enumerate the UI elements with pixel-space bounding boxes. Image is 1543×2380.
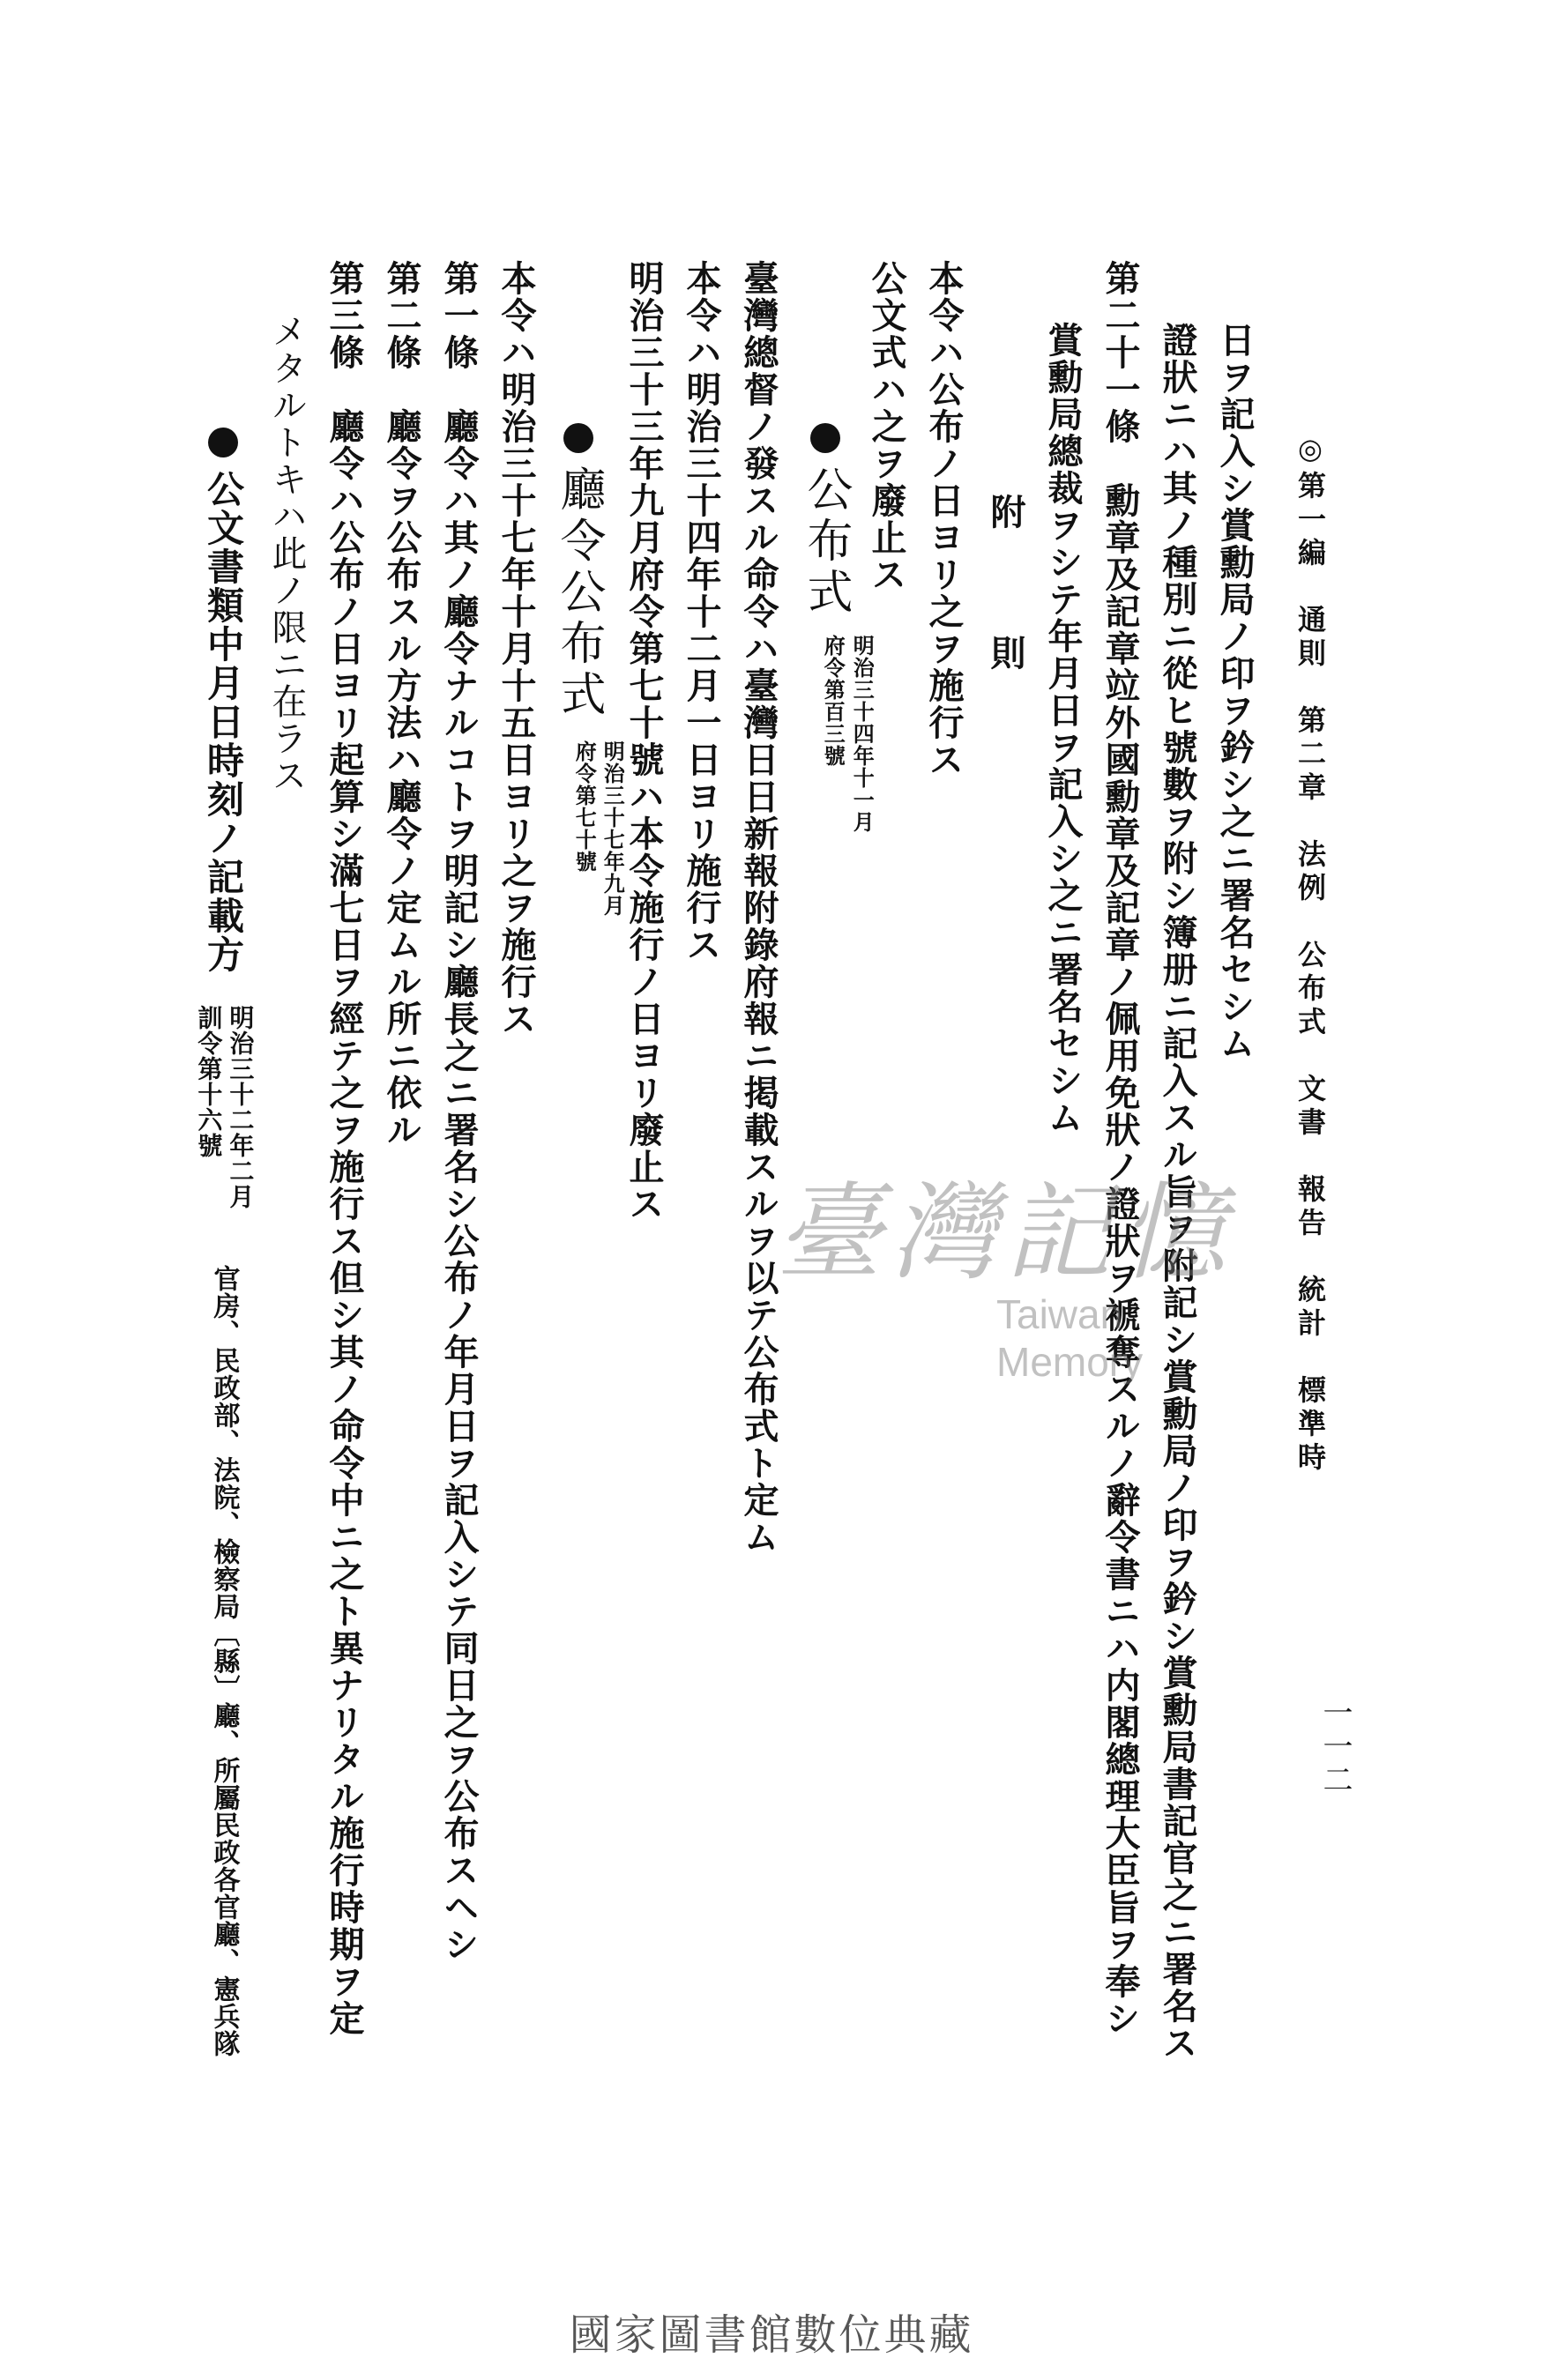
text-column: 證狀ニハ其ノ種別ニ從ヒ號數ヲ附シ簿册ニ記入スル旨ヲ附記シ賞勳局ノ印ヲ鈐シ賞勳局書記官之ニ署名ス bbox=[1157, 322, 1198, 2062]
text-column: 本令ハ明治三十七年十月十五日ヨリ之ヲ施行ス bbox=[496, 260, 537, 1038]
addressee-note: 官房、民政部、法院、檢察局〔縣〕廳、所屬民政各官廳、憲兵隊 bbox=[208, 1265, 240, 2057]
section-heading-prefectural-ordinance-format bbox=[552, 423, 605, 721]
decree-note: 府令第百三號 bbox=[820, 635, 846, 767]
decree-note: 明治三十二年二月 bbox=[226, 1005, 256, 1209]
watermark bbox=[776, 1172, 1270, 1385]
supplementary-provisions-heading: 附 則 bbox=[985, 494, 1026, 705]
article-3-text: 第三條 廳令ハ公布ノ日ヨリ起算シ滿七日ヲ經テ之ヲ施行ス但シ其ノ命令中ニ之ト異ナリタル施行時期ヲ定 bbox=[324, 260, 365, 2037]
section-heading-date-time-notation bbox=[202, 428, 245, 974]
text-column: 日ヲ記入シ賞勳局ノ印ヲ鈐シ之ニ署名セシム bbox=[1214, 322, 1256, 1062]
section-heading-label: 公布式 bbox=[799, 465, 852, 619]
section-heading-label: 廳令公布式 bbox=[552, 465, 605, 721]
decree-note: 府令第七十號 bbox=[571, 740, 598, 873]
section-heading-label: 公文書類中月日時刻ノ記載方 bbox=[202, 470, 245, 974]
text-column: 公文式ハ之ヲ廢止ス bbox=[866, 260, 907, 593]
decree-note: 明治三十四年十一月 bbox=[849, 635, 876, 833]
running-header: ◎第一編 通則 第二章 法例 公布式 文書 報告 統計 標準時 bbox=[1293, 432, 1327, 1476]
bullet-icon bbox=[563, 423, 593, 453]
text-column: 臺灣總督ノ發スル命令ハ臺灣日日新報附錄府報ニ掲載スルヲ以テ公布式ト定ム bbox=[738, 260, 779, 1556]
text-column: 賞勳局總裁ヲシテ年月日ヲ記入シ之ニ署名セシム bbox=[1042, 322, 1084, 1136]
text-column: 明治三十三年九月府令第七十號ハ本令施行ノ日ヨリ廢止ス bbox=[623, 260, 665, 1223]
watermark-english: Taiwan Memory bbox=[996, 1291, 1144, 1385]
decree-note: 明治三十七年九月 bbox=[600, 740, 626, 917]
decree-note: 訓令第十六號 bbox=[194, 1005, 224, 1158]
article-21-text: 第二十一條 勳章及記章竝外國勳章及記章ノ佩用免狀ノ證狀ヲ褫奪スルノ辭令書ニハ内閣總理大臣旨ヲ奉シ bbox=[1099, 260, 1141, 2037]
text-column: メタルトキハ此ノ限ニ在ラス bbox=[266, 313, 307, 794]
text-column: 本令ハ公布ノ日ヨリ之ヲ施行ス bbox=[923, 260, 965, 778]
text-column: 本令ハ明治三十四年十二月一日ヨリ施行ス bbox=[681, 260, 722, 963]
article-2-text: 第二條 廳令ヲ公布スル方法ハ廳令ノ定ムル所ニ依ル bbox=[381, 260, 422, 1149]
section-heading-promulgation-format bbox=[799, 423, 852, 619]
bullet-icon bbox=[810, 423, 840, 453]
article-1-text: 第一條 廳令ハ其ノ廳令ナルコトヲ明記シ廳長之ニ署名シ公布ノ年月日ヲ記入シテ同日之ヲ公布スヘシ bbox=[438, 260, 480, 1963]
watermark-chinese: 臺灣記憶 bbox=[776, 1172, 1234, 1295]
bullet-icon bbox=[208, 428, 238, 457]
footer-collection-label: 國家圖書館數位典藏 bbox=[569, 2310, 974, 2360]
page-number: 一一二 bbox=[1317, 1697, 1353, 1797]
